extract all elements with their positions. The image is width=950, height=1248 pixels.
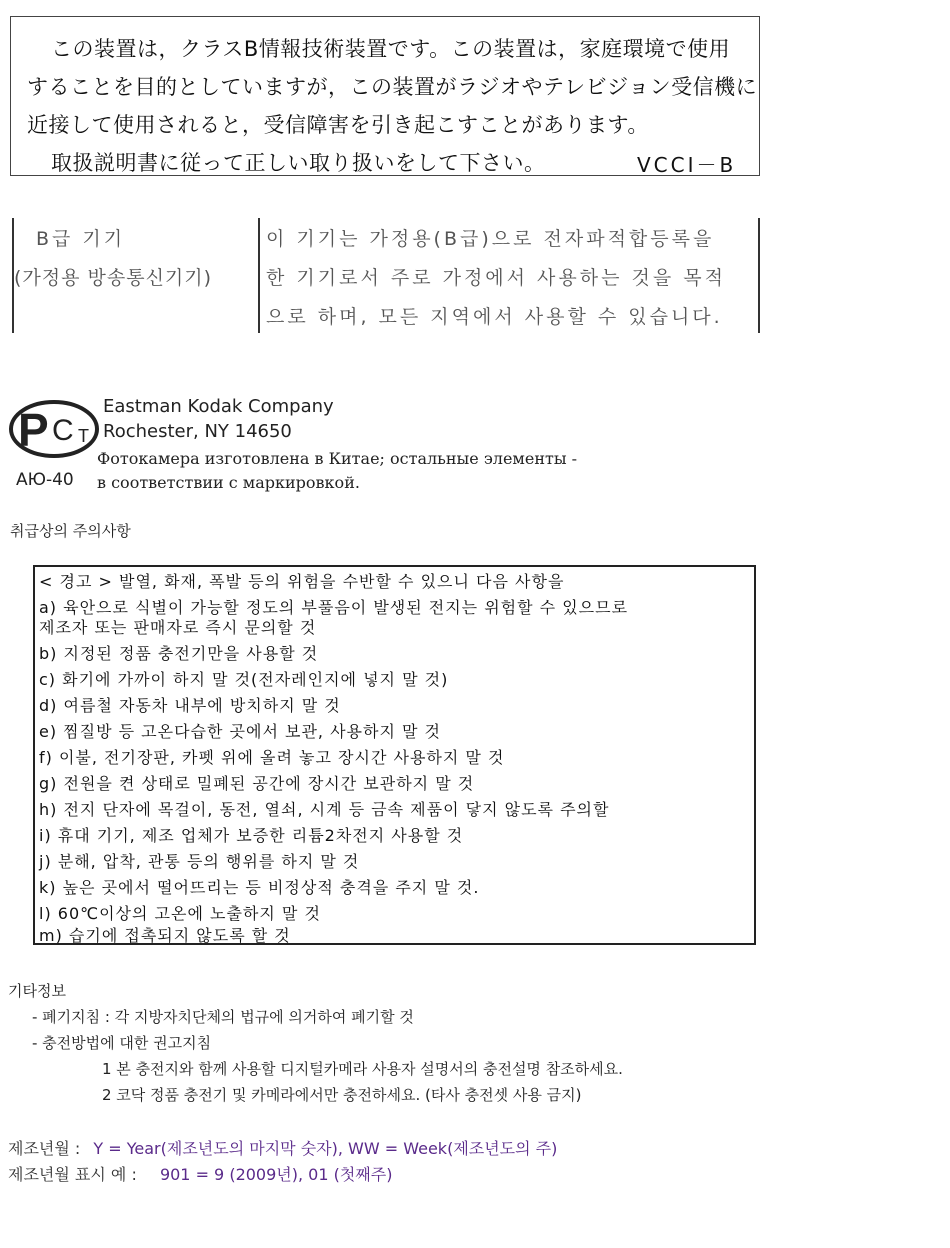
kcc-desc-line-3: 으로 하며, 모든 지역에서 사용할 수 있습니다. bbox=[266, 306, 723, 328]
vcci-line-1: この装置は，クラスB情報技術装置です。この装置は，家庭環境で使用 bbox=[51, 37, 731, 61]
mfg-example-label: 제조년월 표시 예 : bbox=[8, 1165, 137, 1184]
vcci-line-2: することを目的としていますが，この装置がラジオやテレビジョン受信機に bbox=[27, 75, 758, 99]
charging-guideline-heading: - 충전방법에 대한 권고지침 bbox=[32, 1034, 212, 1052]
kcc-desc-line-2: 한 기기로서 주로 가정에서 사용하는 것을 목적 bbox=[266, 267, 726, 289]
company-address: Rochester, NY 14650 bbox=[103, 421, 292, 442]
charging-guideline-2: 2 코닥 정품 충전기 및 카메라에서만 충전하세요. (타사 충전셋 사용 금지) bbox=[102, 1086, 582, 1104]
mfg-example-value: 901 = 9 (2009년), 01 (첫째주) bbox=[159, 1165, 393, 1184]
battery-warning-box bbox=[33, 565, 756, 945]
warning-item: c) 화기에 가까이 하지 말 것(전자레인지에 넣지 말 것) bbox=[39, 670, 449, 689]
table-rule bbox=[258, 218, 260, 333]
warning-item: i) 휴대 기기, 제조 업체가 보증한 리튬2차전지 사용할 것 bbox=[39, 826, 464, 845]
warning-item: m) 습기에 접촉되지 않도록 할 것 bbox=[39, 926, 291, 945]
vcci-line-4: 取扱説明書に従って正しい取り扱いをして下さい。 bbox=[51, 151, 546, 175]
vcci-mark: VCCI－B bbox=[637, 153, 737, 177]
pct-certification-logo-icon bbox=[8, 396, 100, 466]
warning-item: k) 높은 곳에서 떨어뜨리는 등 비정상적 충격을 주지 말 것. bbox=[39, 878, 480, 897]
kcc-desc-line-1: 이 기기는 가정용(B급)으로 전자파적합등록을 bbox=[266, 228, 715, 250]
certification-code: АЮ-40 bbox=[16, 470, 74, 490]
warning-item: 제조자 또는 판매자로 즉시 문의할 것 bbox=[39, 618, 317, 637]
mfg-date-format-value: Y = Year(제조년도의 마지막 숫자), WW = Week(제조년도의 주) bbox=[93, 1139, 558, 1158]
svg-text:T: T bbox=[78, 426, 89, 446]
russian-note-line-1: Фотокамера изготовлена в Китае; остальные элементы - bbox=[97, 449, 578, 468]
warning-title: < 경고 > 발열, 화재, 폭발 등의 위험을 수반할 수 있으니 다음 사항을 bbox=[39, 572, 565, 591]
warning-item: a) 육안으로 식별이 가능할 정도의 부풀음이 발생된 전지는 위험할 수 있으므로 bbox=[39, 598, 629, 617]
company-name: Eastman Kodak Company bbox=[103, 396, 334, 417]
russian-note-line-2: в соответствии с маркировкой. bbox=[97, 473, 360, 492]
warning-item: e) 찜질방 등 고온다습한 곳에서 보관, 사용하지 말 것 bbox=[39, 722, 441, 741]
warning-item: f) 이불, 전기장판, 카펫 위에 올려 놓고 장시간 사용하지 말 것 bbox=[39, 748, 505, 767]
other-info-heading: 기타정보 bbox=[8, 982, 66, 1000]
warning-item: b) 지정된 정품 충전기만을 사용할 것 bbox=[39, 644, 319, 663]
vcci-line-3: 近接して使用されると，受信障害を引き起こすことがあります。 bbox=[27, 113, 649, 137]
kcc-class-label: B급 기기 bbox=[36, 228, 126, 250]
warning-item: g) 전원을 켠 상태로 밀폐된 공간에 장시간 보관하지 말 것 bbox=[39, 774, 475, 793]
mfg-date-format bbox=[8, 1136, 557, 1159]
svg-text:P: P bbox=[18, 404, 49, 456]
warning-item: h) 전지 단자에 목걸이, 동전, 열쇠, 시계 등 금속 제품이 닿지 않도록 주의할 bbox=[39, 800, 610, 819]
kcc-class-b-table bbox=[10, 218, 762, 333]
charging-guideline-1: 1 본 충전지와 함께 사용할 디지털카메라 사용자 설명서의 충전설명 참조하세요. bbox=[102, 1060, 623, 1078]
svg-text:C: C bbox=[52, 414, 74, 447]
mfg-date-label: 제조년월 : bbox=[8, 1139, 81, 1158]
warning-item: j) 분해, 압착, 관통 등의 행위를 하지 말 것 bbox=[39, 852, 360, 871]
warning-item: d) 여름철 자동차 내부에 방치하지 말 것 bbox=[39, 696, 341, 715]
warning-item: l) 60℃이상의 고온에 노출하지 말 것 bbox=[39, 904, 321, 923]
table-rule bbox=[758, 218, 760, 333]
kcc-class-sublabel: (가정용 방송통신기기) bbox=[14, 267, 213, 289]
disposal-guideline: - 폐기지침 : 각 지방자치단체의 법규에 의거하여 폐기할 것 bbox=[32, 1008, 414, 1026]
handling-heading: 취급상의 주의사항 bbox=[10, 522, 131, 540]
vcci-notice-box bbox=[10, 16, 760, 176]
mfg-date-example bbox=[8, 1162, 392, 1185]
